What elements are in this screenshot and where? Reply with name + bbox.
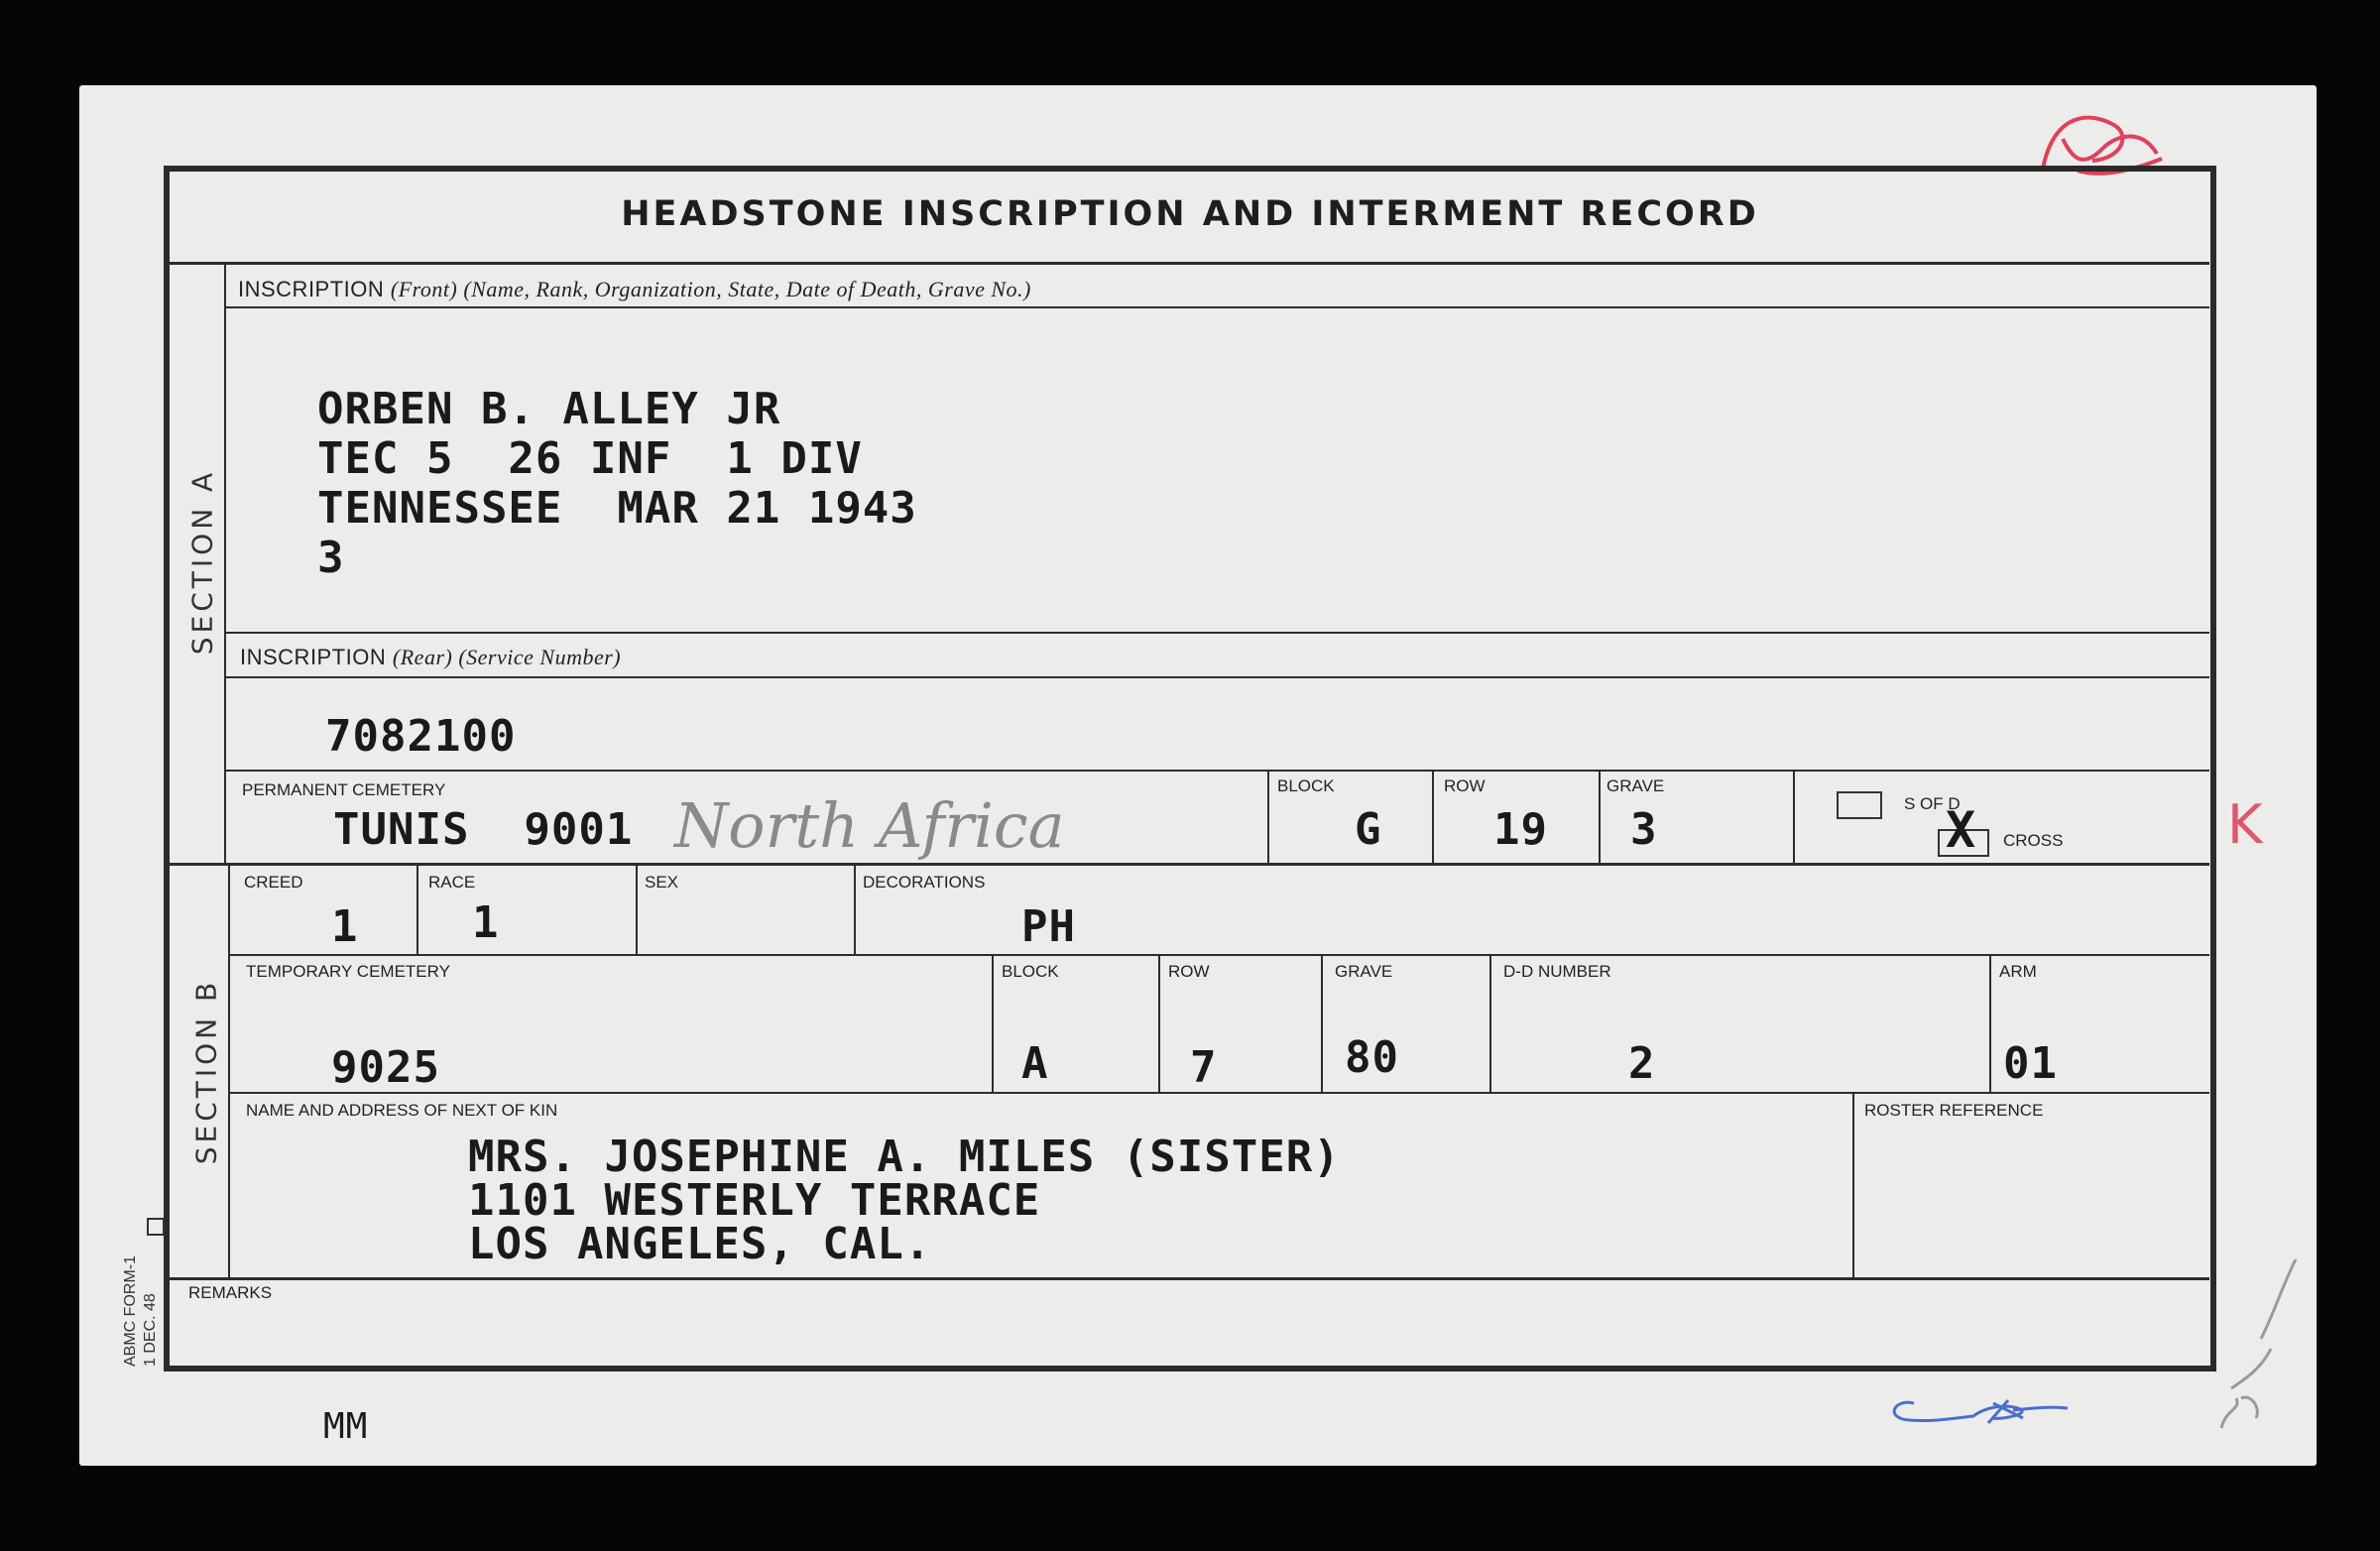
section-a-label: SECTION A: [185, 468, 219, 656]
divider: [169, 863, 2209, 866]
sex-label: SEX: [645, 873, 679, 892]
s-of-d-checkbox[interactable]: [1837, 791, 1882, 819]
remarks-label: REMARKS: [188, 1283, 273, 1302]
divider: [1989, 954, 1991, 1092]
creed-label: CREED: [244, 873, 303, 892]
service-number: 7082100: [325, 711, 517, 762]
divider: [1321, 954, 1323, 1092]
perm-block-value: G: [1355, 804, 1382, 855]
inscription-line-3: TENNESSEE MAR 21 1943: [317, 483, 917, 534]
divider: [228, 1092, 2209, 1094]
section-a-divider: [224, 262, 226, 865]
divider: [1852, 1092, 1854, 1278]
next-of-kin-line-3: LOS ANGELES, CAL.: [468, 1219, 932, 1269]
perm-grave-label: GRAVE: [1606, 776, 1665, 795]
inscription-line-4: 3: [317, 533, 345, 583]
roster-reference-label: ROSTER REFERENCE: [1864, 1101, 2044, 1120]
divider: [416, 863, 418, 954]
permanent-cemetery-value: TUNIS 9001: [333, 804, 634, 855]
temp-grave-label: GRAVE: [1335, 962, 1393, 981]
blue-signature-scribble: [1874, 1378, 2073, 1438]
section-b-divider: [228, 863, 230, 1279]
perm-row-value: 19: [1493, 804, 1548, 855]
section-b-label: SECTION B: [189, 978, 223, 1165]
divider: [1267, 770, 1269, 863]
cross-label: CROSS: [2003, 831, 2064, 850]
perm-row-label: ROW: [1444, 776, 1486, 795]
divider: [224, 632, 2209, 634]
form-title: HEADSTONE INSCRIPTION AND INTERMENT RECORD: [621, 194, 1759, 234]
cross-check-mark: X: [1946, 801, 1977, 859]
divider: [1793, 770, 1795, 863]
initials: MM: [323, 1406, 369, 1447]
pencil-scribble: [2202, 1230, 2311, 1448]
temp-block-value: A: [1021, 1038, 1049, 1089]
divider: [992, 954, 994, 1092]
divider: [1432, 770, 1434, 863]
margin-mark: K: [2227, 793, 2263, 856]
perm-grave-value: 3: [1630, 804, 1658, 855]
divider: [1158, 954, 1160, 1092]
temp-cemetery-value: 9025: [331, 1042, 440, 1093]
divider: [224, 306, 2209, 308]
arm-label: ARM: [1999, 962, 2037, 981]
divider: [224, 770, 2209, 772]
perm-block-label: BLOCK: [1277, 776, 1335, 795]
s-of-d-label: S OF D: [1904, 794, 1961, 813]
next-of-kin-line-1: MRS. JOSEPHINE A. MILES (SISTER): [468, 1132, 1341, 1182]
divider: [854, 863, 856, 954]
divider: [228, 954, 2209, 956]
divider: [224, 676, 2209, 678]
next-of-kin-label: NAME AND ADDRESS OF NEXT OF KIN: [246, 1101, 558, 1120]
race-value: 1: [472, 897, 500, 948]
temp-block-label: BLOCK: [1002, 962, 1059, 981]
decorations-value: PH: [1021, 901, 1076, 952]
next-of-kin-line-2: 1101 WESTERLY TERRACE: [468, 1175, 1041, 1226]
dd-number-label: D-D NUMBER: [1503, 962, 1611, 981]
temp-cemetery-label: TEMPORARY CEMETERY: [246, 962, 450, 981]
dd-number-value: 2: [1628, 1038, 1656, 1089]
inscription-line-2: TEC 5 26 INF 1 DIV: [317, 433, 863, 484]
divider: [169, 1277, 2209, 1280]
handwritten-note: North Africa: [674, 789, 1065, 862]
creed-value: 1: [331, 901, 359, 952]
divider: [1599, 770, 1601, 863]
inscription-line-1: ORBEN B. ALLEY JR: [317, 384, 781, 434]
inscription-rear-label: INSCRIPTION (Rear) (Service Number): [240, 645, 622, 669]
decorations-label: DECORATIONS: [863, 873, 986, 892]
permanent-cemetery-label: PERMANENT CEMETERY: [242, 780, 446, 799]
divider: [169, 262, 2209, 265]
divider: [636, 863, 638, 954]
divider: [1489, 954, 1491, 1092]
temp-row-value: 7: [1190, 1042, 1218, 1093]
form-code: ABMC FORM-1 1 DEC. 48: [122, 1255, 159, 1367]
inscription-front-label: INSCRIPTION (Front) (Name, Rank, Organization, State, Date of Death, Grave No.): [238, 277, 1031, 301]
temp-row-label: ROW: [1168, 962, 1210, 981]
race-label: RACE: [428, 873, 476, 892]
arm-value: 01: [2003, 1038, 2058, 1089]
form-checkbox: [147, 1218, 165, 1236]
temp-grave-value: 80: [1345, 1032, 1399, 1083]
